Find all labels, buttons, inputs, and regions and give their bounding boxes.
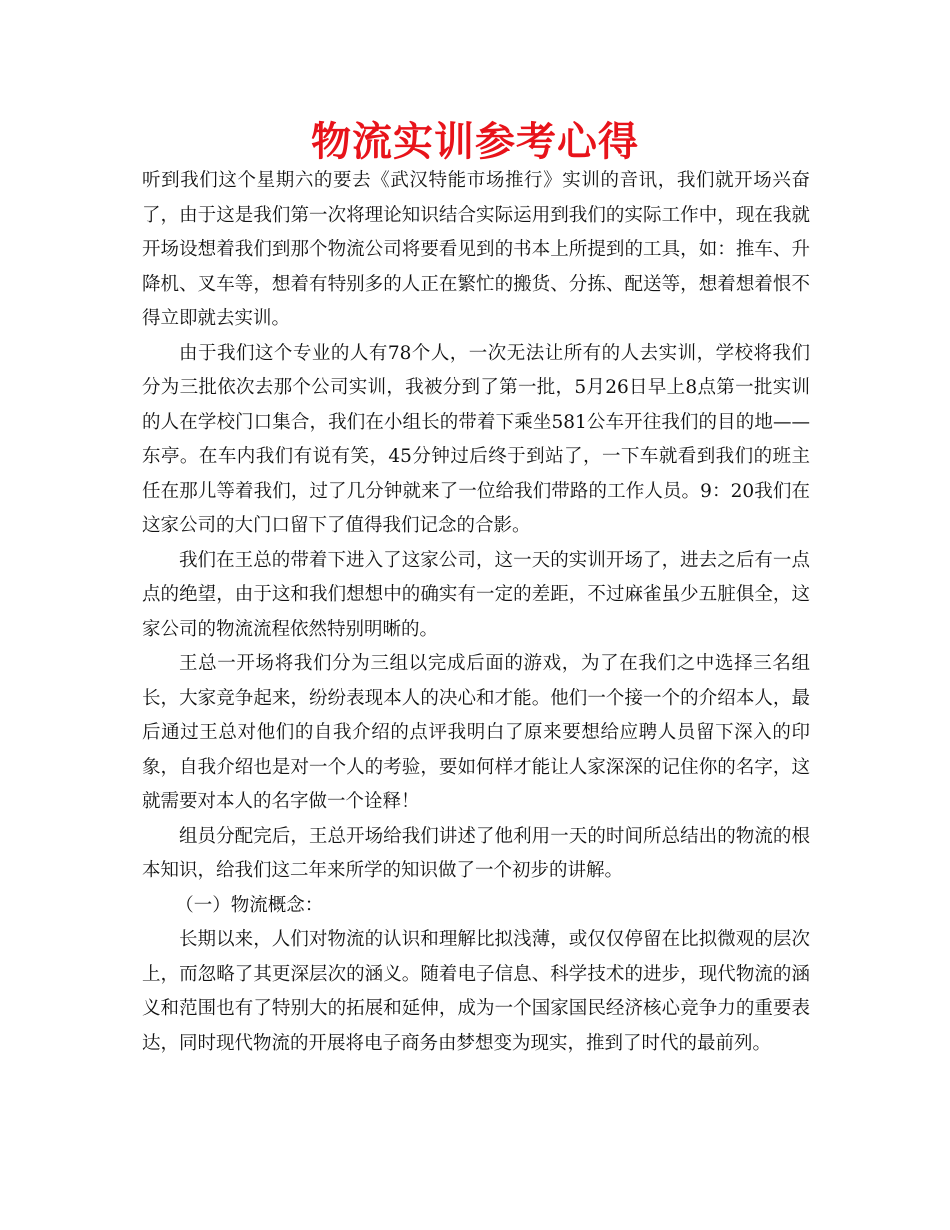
paragraph-logistics-concept: 长期以来，人们对物流的认识和理解比拟浅薄，或仅仅停留在比拟微观的层次上，而忽略了其更深层次的涵义。随着电子信息、科学技术的进步，现代物流的涵义和范围也有了特别大的拓展和延伸，成为一个国家国民经济核心竞争力的重要表达，同时现代物流的开展将电子商务由梦想变为现实，推到了时代的最前列。 [142,929,810,1054]
paragraph-company: 我们在王总的带着下进入了这家公司，这一天的实训开场了，进去之后有一点点的绝望，由于这和我们想想中的确实有一定的差距，不过麻雀虽少五脏俱全，这家公司的物流流程依然特别明晰的。 [142,549,810,640]
paragraph-intro: 听到我们这个星期六的要去《武汉特能市场推行》实训的音讯，我们就开场兴奋了，由于这是我们第一次将理论知识结合实际运用到我们的实际工作中，现在我就开场设想着我们到那个物流公司将要看见到的书本上所提到的工具，如：推车、升降机、叉车等，想着有特别多的人正在繁忙的搬货、分拣、配送等，想着想着恨不得立即就去实训。 [142,170,810,329]
paragraph-trip: 由于我们这个专业的人有78个人，一次无法让所有的人去实训，学校将我们分为三批依次去那个公司实训，我被分到了第一批，5月26日早上8点第一批实训的人在学校门口集合，我们在小组长的带着下乘坐581公车开往我们的目的地——东亭。在车内我们有说有笑，45分钟过后终于到站了，一下车就看到我们的班主任在那儿等着我们，过了几分钟就来了一位给我们带路的工作人员。9：20我们在这家公司的大门口留下了值得我们记念的合影。 [142,342,810,536]
document-title: 物流实训参考心得 [311,119,639,165]
document-body [142,164,810,1061]
paragraph-groups: 王总一开场将我们分为三组以完成后面的游戏，为了在我们之中选择三名组长，大家竞争起来，纷纷表现本人的决心和才能。他们一个接一个的介绍本人，最后通过王总对他们的自我介绍的点评我明白了原来要想给应聘人员留下深入的印象，自我介绍也是对一个人的考验，要如何样才能让人家深深的记住你的名字，这就需要对本人的名字做一个诠释！ [142,653,810,812]
paragraph-lecture: 组员分配完后，王总开场给我们讲述了他利用一天的时间所总结出的物流的根本知识，给我们这二年来所学的知识做了一个初步的讲解。 [142,825,810,881]
section-heading-logistics-concept: （一）物流概念： [175,894,324,916]
